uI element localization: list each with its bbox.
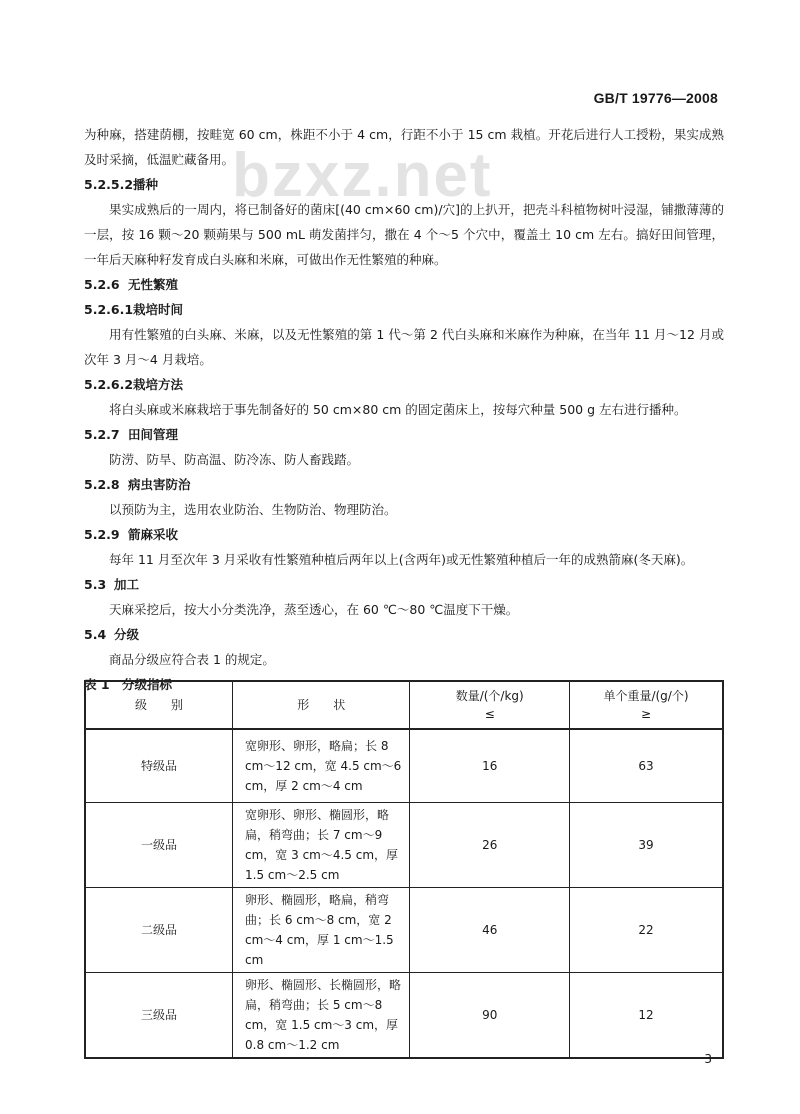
- greater-equal-symbol: ≥: [640, 707, 652, 721]
- cell-grade: 三级品: [85, 972, 233, 1058]
- header-grade: 级 别: [85, 681, 233, 729]
- section-heading-5-2-5-2: [84, 172, 724, 197]
- section-heading-5-3: [84, 572, 724, 597]
- table-row: [85, 887, 723, 972]
- paragraph: 用有性繁殖的白头麻、米麻，以及无性繁殖的第 1 代～第 2 代白头麻和米麻作为种麻，在当年 11 月～12 月或次年 3 月～4 月栽培。: [84, 327, 724, 367]
- table-row: [85, 802, 723, 887]
- paragraph: 将白头麻或米麻栽培于事先制备好的 50 cm×80 cm 的固定菌床上，按每穴种量 500 g 左右进行播种。: [109, 402, 687, 417]
- section-heading-5-4: [84, 622, 724, 647]
- header-count: [410, 681, 570, 729]
- section-title: 病虫害防治: [128, 477, 191, 492]
- section-number: 5.3: [84, 577, 107, 592]
- section-title: 田间管理: [128, 427, 179, 442]
- cell-shape: 卵形、椭圆形，略扁，稍弯曲；长 6 cm～8 cm，宽 2 cm～4 cm，厚 1 cm～1.5 cm: [233, 887, 410, 972]
- cell-grade: 一级品: [85, 802, 233, 887]
- standard-code: GB/T 19776—2008: [593, 90, 718, 106]
- section-number: 5.2.5.2: [84, 177, 134, 192]
- section-heading-5-2-7: [84, 422, 724, 447]
- section-number: 5.2.7: [84, 427, 120, 442]
- table-row: [85, 972, 723, 1058]
- cell-count: 26: [410, 802, 570, 887]
- section-title: 分级: [114, 627, 140, 642]
- cell-weight: 63: [570, 729, 724, 802]
- document-body: [84, 122, 724, 697]
- cell-weight: 12: [570, 972, 724, 1058]
- page-number: 3: [704, 1052, 712, 1066]
- paragraph: 为种麻，搭建荫棚，按畦宽 60 cm，株距不小于 4 cm，行距不小于 15 cm 栽植。开花后进行人工授粉，果实成熟及时采摘，低温贮藏备用。: [84, 127, 724, 167]
- cell-weight: 22: [570, 887, 724, 972]
- section-number: 5.2.8: [84, 477, 120, 492]
- table-row: [85, 729, 723, 802]
- paragraph: 以预防为主，选用农业防治、生物防治、物理防治。: [109, 502, 397, 517]
- cell-grade: 特级品: [85, 729, 233, 802]
- cell-weight: 39: [570, 802, 724, 887]
- cell-count: 90: [410, 972, 570, 1058]
- section-number: 5.2.6: [84, 277, 120, 292]
- paragraph: 果实成熟后的一周内，将已制备好的菌床[(40 cm×60 cm)/穴]的上扒开，把壳斗科植物树叶浸湿，铺撒薄薄的一层，按 16 颗～20 颗蒴果与 500 mL 萌发菌拌匀，撒在 4 个～5 个穴中，覆盖土 10 cm 左右。搞好田间管理，一年后天麻种籽发育成白头麻和米麻，可做出作无性繁殖的种麻。: [84, 202, 724, 267]
- section-number: 5.2.6.1: [84, 302, 134, 317]
- paragraph: 防涝、防旱、防高温、防冷冻、防人畜践踏。: [109, 452, 360, 467]
- section-title: 箭麻采收: [128, 527, 179, 542]
- section-title: 无性繁殖: [128, 277, 179, 292]
- less-equal-symbol: ≤: [484, 707, 495, 721]
- table-header-row: [85, 681, 723, 729]
- section-number: 5.2.9: [84, 527, 120, 542]
- cell-grade: 二级品: [85, 887, 233, 972]
- cell-shape: 宽卵形、卵形，略扁；长 8 cm～12 cm，宽 4.5 cm～6 cm，厚 2 cm～4 cm: [233, 729, 410, 802]
- cell-count: 46: [410, 887, 570, 972]
- paragraph: 天麻采挖后，按大小分类洗净，蒸至透心，在 60 ℃～80 ℃温度下干燥。: [109, 602, 519, 617]
- section-heading-5-2-9: [84, 522, 724, 547]
- grading-table: [84, 680, 724, 1059]
- cell-shape: 宽卵形、卵形、椭圆形，略扁，稍弯曲；长 7 cm～9 cm，宽 3 cm～4.5 cm，厚 1.5 cm～2.5 cm: [233, 802, 410, 887]
- section-heading-5-2-6-2: [84, 372, 724, 397]
- section-number: 5.2.6.2: [84, 377, 134, 392]
- section-title: 栽培方法: [133, 377, 184, 392]
- cell-count: 16: [410, 729, 570, 802]
- section-heading-5-2-6-1: [84, 297, 724, 322]
- section-title: 栽培时间: [133, 302, 184, 317]
- paragraph: 每年 11 月至次年 3 月采收有性繁殖种植后两年以上(含两年)或无性繁殖种植后一年的成熟箭麻(冬天麻)。: [109, 552, 694, 567]
- header-shape: 形 状: [233, 681, 410, 729]
- table-title: 表 1 分级指标: [84, 677, 173, 692]
- header-count-label: 数量/(个/kg): [455, 689, 524, 703]
- section-title: 加工: [114, 577, 140, 592]
- section-heading-5-2-8: [84, 472, 724, 497]
- section-number: 5.4: [84, 627, 107, 642]
- cell-shape: 卵形、椭圆形、长椭圆形，略扁，稍弯曲；长 5 cm～8 cm，宽 1.5 cm～3 cm，厚 0.8 cm～1.2 cm: [233, 972, 410, 1058]
- header-weight: [570, 681, 724, 729]
- watermark: bzxz.net: [232, 141, 493, 210]
- section-heading-5-2-6: [84, 272, 724, 297]
- header-weight-label: 单个重量/(g/个): [603, 689, 689, 703]
- paragraph: 商品分级应符合表 1 的规定。: [109, 652, 275, 667]
- section-title: 播种: [133, 177, 159, 192]
